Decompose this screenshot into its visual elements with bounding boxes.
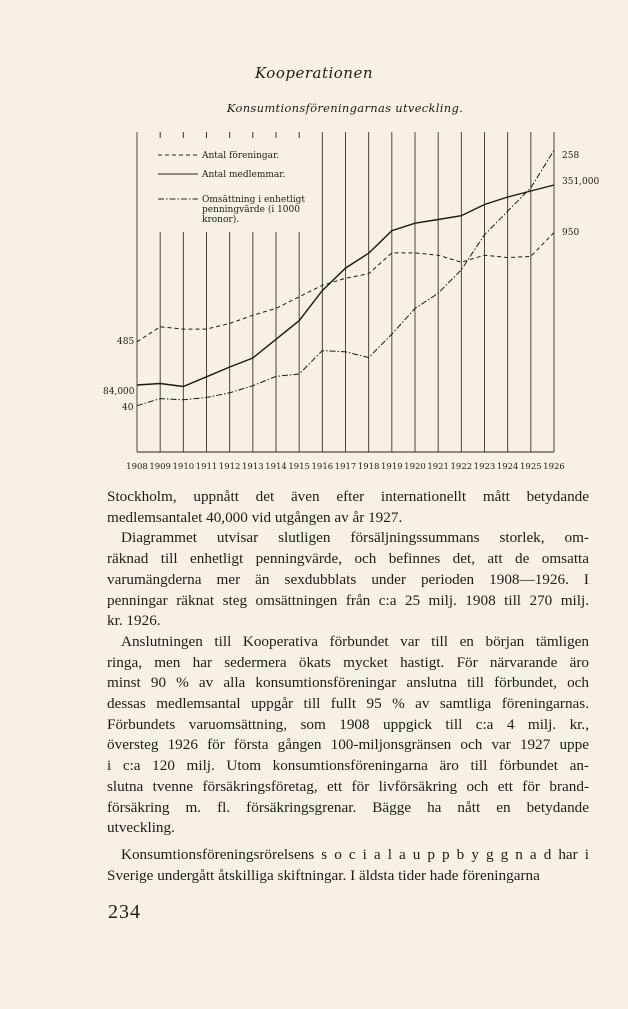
x-tick-label: 1908 [126, 462, 148, 472]
x-tick-label: 1915 [288, 462, 310, 472]
x-axis-year-labels [128, 462, 588, 476]
text-line: penningar räknat steg omsättningen från c:a 25 milj. 1908 till 270 milj. [107, 591, 589, 609]
text-line: Sverige undergått åtskilliga skiftningar. I äldsta tider hade föreningarna [107, 866, 540, 884]
text-line: varumängderna mer än sexdubblats under perioden 1908—1926. I [107, 570, 589, 588]
running-head: Kooperationen [254, 64, 373, 82]
legend-label: Omsättning i enhetligt [202, 195, 305, 205]
x-tick-label: 1910 [172, 462, 195, 472]
x-tick-label: 1924 [496, 462, 519, 472]
text-line: Stockholm, uppnått det även efter internationellt mått betydande [107, 488, 589, 505]
text-line: översteg 1926 för första gången 100-miljonsgränsen och var 1927 uppe [107, 736, 589, 754]
chart-grid [137, 132, 554, 452]
text-line: kr. 1926. [107, 612, 161, 630]
text-line: Diagrammet utvisar slutligen försäljningssummans storlek, om- [121, 529, 589, 547]
x-tick-label: 1925 [520, 462, 542, 472]
end-label-medlemmar: 351,000 [562, 177, 600, 187]
x-tick-label: 1911 [195, 462, 218, 472]
text-line: ringa, men har sedermera ökats mycket hastigt. För närvarande äro [107, 653, 589, 671]
legend-label: Antal föreningar. [202, 151, 280, 161]
body-text [107, 487, 589, 839]
body-text-final-paragraph [107, 845, 589, 886]
x-tick-label: 1919 [381, 462, 403, 472]
text-line: försäkring m. fl. försäkringsgrenar. Bägge ha nått en betydande [107, 798, 589, 816]
x-tick-label: 1909 [149, 462, 171, 472]
x-tick-label: 1918 [357, 462, 380, 472]
text-line: Konsumtionsföreningsrörelsens s o c i a l a u p p b y g g n a d har i [121, 846, 589, 863]
legend-label: kronor). [202, 215, 240, 225]
legend-label: penningvärde (i 1000 [202, 205, 300, 215]
legend-label: Antal medlemmar. [202, 170, 286, 180]
development-chart [0, 0, 628, 500]
text-line: medlemsantalet 40,000 vid utgången av år 1927. [107, 508, 403, 526]
x-tick-label: 1912 [218, 462, 241, 472]
x-tick-label: 1914 [265, 462, 287, 472]
chart-title: Konsumtionsföreningarnas utveckling. [226, 101, 464, 115]
text-line: räknad till enhetligt penningvärde, och befinnes det, att de omsatta [107, 550, 589, 568]
x-tick-label: 1922 [450, 462, 473, 472]
text-line: Förbundets varuomsättning, som 1908 uppgick till c:a 4 milj. kr., [107, 715, 589, 733]
x-tick-label: 1916 [311, 462, 334, 472]
start-label-omsattning: 40 [122, 403, 134, 413]
start-label-foreningar: 485 [117, 337, 135, 347]
x-tick-label: 1926 [543, 462, 565, 472]
text-line: slutna tvenne försäkringsföretag, ett för livförsäkring och ett för brand- [107, 777, 589, 795]
text-line: minst 90 % av alla konsumtionsföreningar anslutna till förbundet, och [107, 674, 589, 692]
text-line: Anslutningen till Kooperativa förbundet var till en början tämligen [121, 632, 589, 650]
start-label-medlemmar: 84,000 [103, 387, 135, 397]
x-tick-label: 1923 [473, 462, 496, 472]
x-tick-label: 1921 [427, 462, 449, 472]
x-tick-label: 1920 [404, 462, 426, 472]
text-line: i c:a 120 milj. Utom konsumtionsföreningarna äro till förbundet an- [107, 757, 589, 775]
x-tick-label: 1917 [334, 462, 357, 472]
page-number: 234 [108, 901, 141, 923]
chart-legend [158, 151, 305, 225]
x-tick-label: 1913 [242, 462, 264, 472]
text-line: dessas medlemsantal uppgår till fullt 95 % av samtliga föreningarnas. [107, 695, 589, 713]
text-line: utveckling. [107, 819, 175, 837]
end-label-foreningar: 950 [562, 228, 580, 238]
end-label-omsattning: 258 [562, 151, 580, 161]
